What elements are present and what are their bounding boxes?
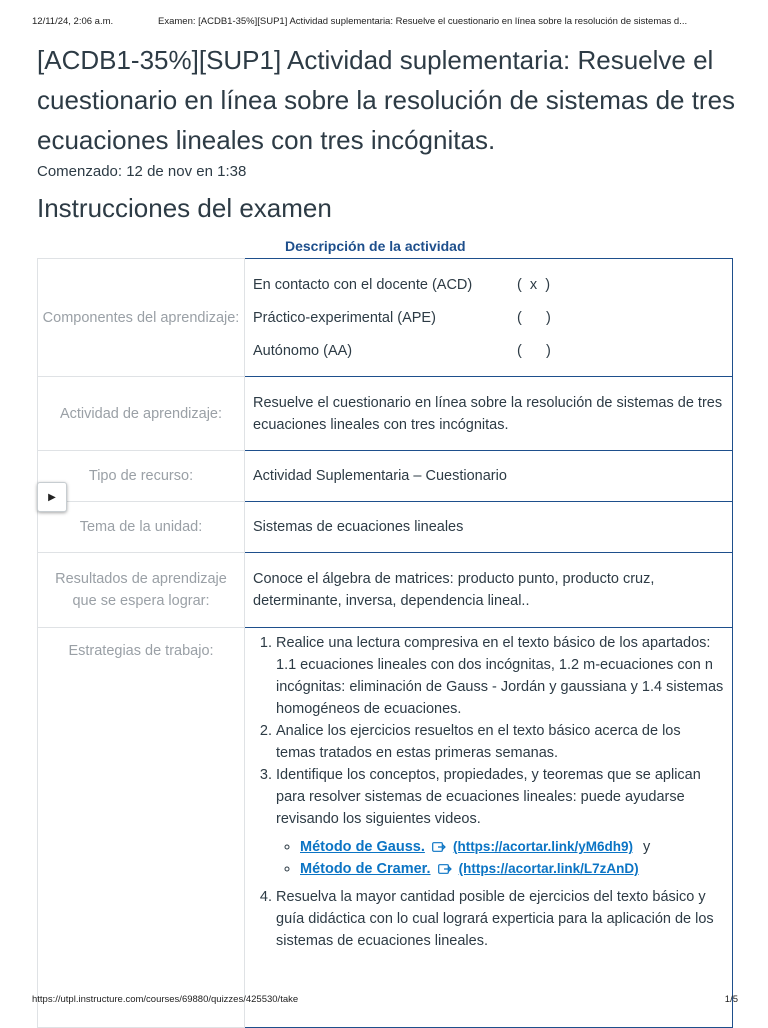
table-row bbox=[38, 451, 733, 502]
strategies-list bbox=[253, 632, 724, 952]
print-date: 12/11/24, 2:06 a.m. bbox=[32, 16, 114, 27]
print-footer bbox=[32, 994, 738, 1008]
external-link-icon bbox=[438, 859, 452, 870]
component-mark: ( x ) bbox=[517, 276, 551, 293]
table-row bbox=[38, 377, 733, 451]
results-label: Resultados de aprendizaje que se espera lograr: bbox=[38, 553, 245, 628]
strategies-label: Estrategias de trabajo: bbox=[38, 628, 245, 1028]
cramer-video-link[interactable]: Método de Cramer. bbox=[300, 861, 431, 877]
topic-value: Sistemas de ecuaciones lineales bbox=[245, 502, 733, 553]
video-item bbox=[300, 836, 724, 858]
gauss-video-url[interactable]: (https://acortar.link/yM6dh9) bbox=[452, 839, 633, 854]
strategy-step: 2. Analice los ejercicios resueltos en el texto básico acerca de los temas tratados en estas primeras semanas. bbox=[276, 720, 724, 764]
instructions-heading: Instrucciones del examen bbox=[37, 193, 332, 223]
strategy-step-text: Identifique los conceptos, propiedades, y teoremas que se aplican para resolver sistemas de ecuaciones lineales: puede ayudarse revisando los siguientes videos. bbox=[276, 767, 701, 827]
resource-label: Tipo de recurso: bbox=[38, 451, 245, 502]
page-number: 1/5 bbox=[724, 994, 738, 1005]
external-link-icon bbox=[432, 837, 446, 848]
play-button[interactable] bbox=[37, 482, 67, 512]
component-name: Autónomo (AA) bbox=[253, 342, 353, 359]
page-title: [ACDB1-35%][SUP1] Actividad suplementaria: Resuelve el cuestionario en línea sobre la resolución de sistemas de tres ecuaciones lineales con tres incógnitas. bbox=[37, 45, 736, 155]
component-mark: ( ) bbox=[517, 342, 551, 359]
strategy-step: 1. Realice una lectura compresiva en el texto básico de los apartados: 1.1 ecuaciones lineales con dos incógnitas, 1.2 m-ecuaciones con n incógnitas: eliminación de Gauss - Jordán y gaussiana y 1.4 sistemas homogéneos de ecuaciones. bbox=[276, 632, 724, 720]
table-row bbox=[38, 502, 733, 553]
topic-label: Tema de la unidad: bbox=[38, 502, 245, 553]
started-timestamp: Comenzado: 12 de nov en 1:38 bbox=[37, 163, 247, 180]
activity-value: Resuelve el cuestionario en línea sobre la resolución de sistemas de tres ecuaciones lineales con tres incógnitas. bbox=[245, 377, 733, 451]
strategy-step: 4. Resuelva la mayor cantidad posible de ejercicios del texto básico y guía didáctica con lo cual logrará experticia para la aplicación de los sistemas de ecuaciones lineales. bbox=[276, 886, 724, 952]
cramer-video-url[interactable]: (https://acortar.link/L7zAnD) bbox=[458, 861, 639, 876]
video-list bbox=[276, 836, 724, 880]
table-row bbox=[38, 628, 733, 1028]
table-row bbox=[38, 553, 733, 628]
activity-label: Actividad de aprendizaje: bbox=[38, 377, 245, 451]
strategy-step bbox=[276, 764, 724, 880]
component-name: Práctico-experimental (APE) bbox=[253, 309, 436, 326]
video-suffix: y bbox=[643, 839, 651, 855]
resource-value: Actividad Suplementaria – Cuestionario bbox=[245, 451, 733, 502]
table-row bbox=[38, 259, 733, 377]
components-value bbox=[245, 259, 733, 377]
component-mark: ( ) bbox=[517, 309, 551, 326]
component-line bbox=[253, 334, 724, 367]
component-name: En contacto con el docente (ACD) bbox=[253, 276, 473, 293]
gauss-video-link[interactable]: Método de Gauss. bbox=[300, 839, 425, 855]
print-header bbox=[32, 16, 738, 30]
print-document-title: Examen: [ACDB1-35%][SUP1] Actividad suplementaria: Resuelve el cuestionario en línea sobre la resolución de sistemas d... bbox=[158, 16, 688, 27]
play-icon: ▶ bbox=[48, 491, 56, 503]
activity-description-table bbox=[37, 258, 733, 1028]
results-value: Conoce el álgebra de matrices: producto punto, producto cruz, determinante, inversa, dependencia lineal.. bbox=[245, 553, 733, 628]
component-line bbox=[253, 301, 724, 334]
strategies-value bbox=[245, 628, 733, 1028]
video-item bbox=[300, 858, 724, 880]
print-url: https://utpl.instructure.com/courses/69880/quizzes/425530/take bbox=[32, 994, 299, 1005]
components-label: Componentes del aprendizaje: bbox=[38, 259, 245, 377]
table-caption: Descripción de la actividad bbox=[285, 238, 466, 254]
component-line bbox=[253, 268, 724, 301]
